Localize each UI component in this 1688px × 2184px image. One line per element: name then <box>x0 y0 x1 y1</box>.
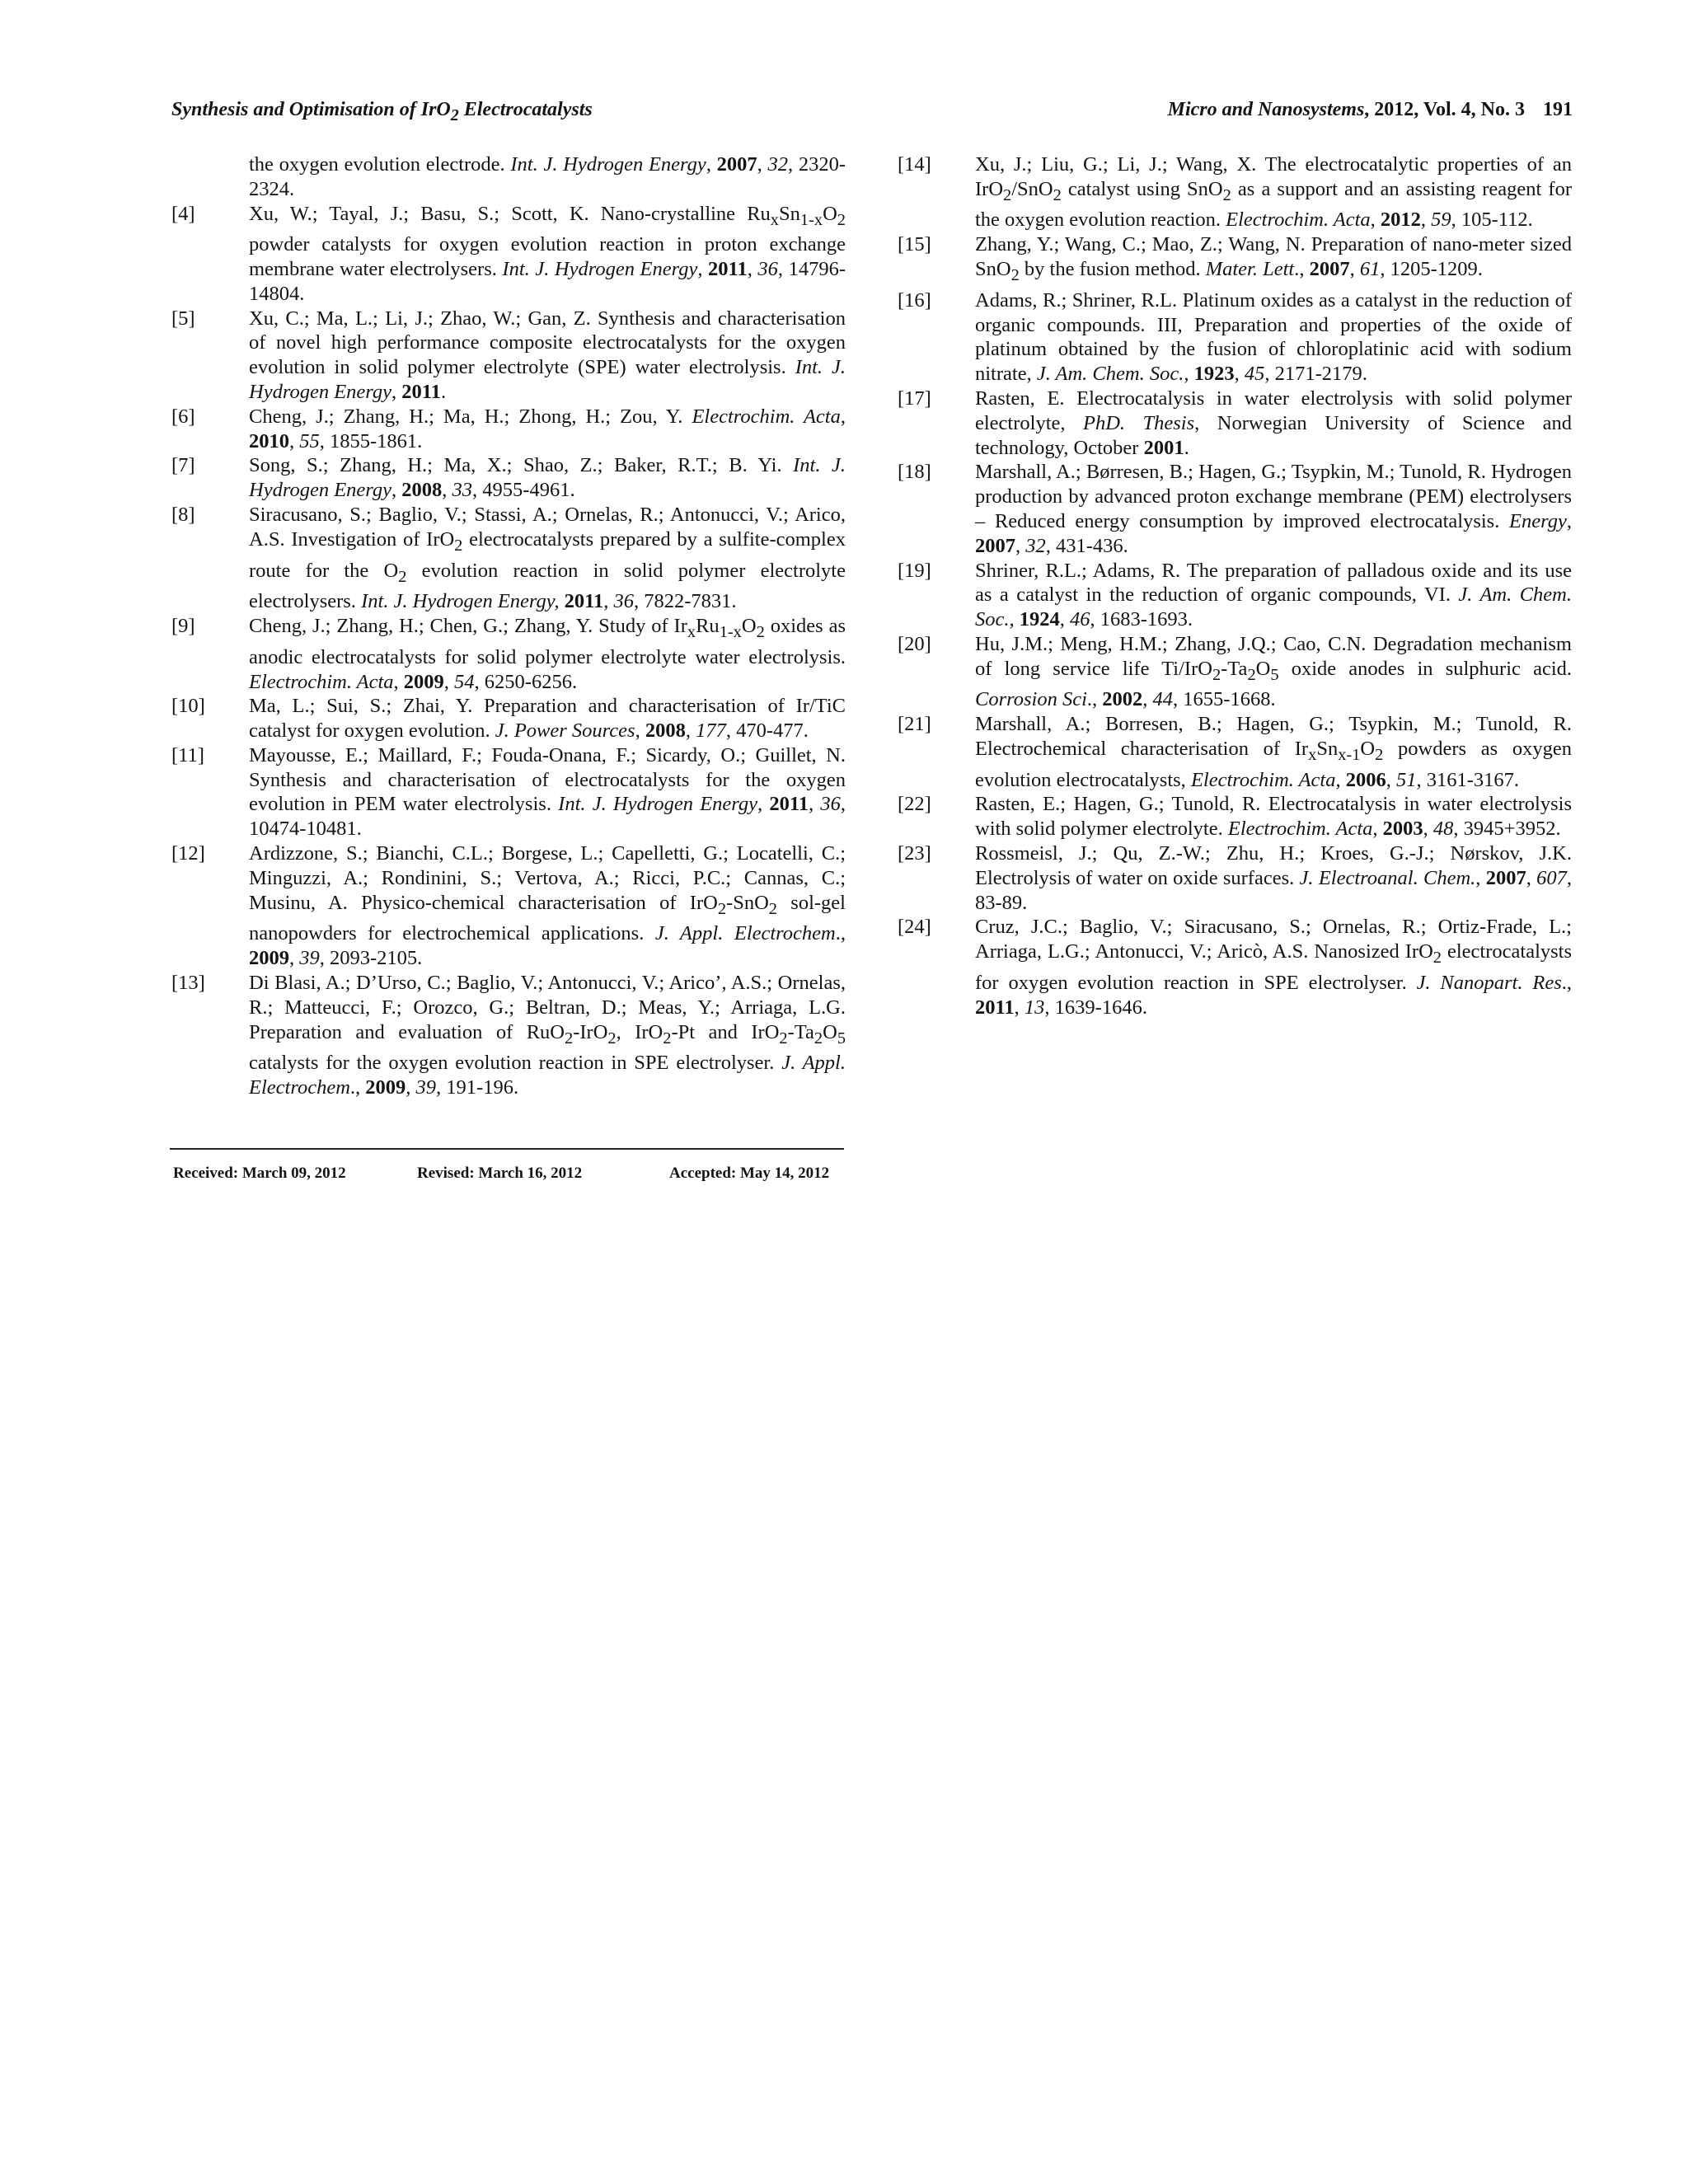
reference-23: [23] Rossmeisl, J.; Qu, Z.-W.; Zhu, H.; Kroes, G.-J.; Nørskov, J.K. Electrolysis of water on oxide surfaces. J. Electroanal. Chem., 2007, 607, 83-89. <box>898 842 1573 914</box>
references-right-column <box>898 152 1572 1020</box>
reference-15: [15] Zhang, Y.; Wang, C.; Mao, Z.; Wang, N. Preparation of nano-meter sized SnO$_2$ by the fusion method. Mater. Lett., 2007, 61, 1205-1209. <box>898 233 1572 284</box>
reference-14: [14] Xu, J.; Liu, G.; Li, J.; Wang, X. The electrocatalytic properties of an IrO$_2$/SnO$_2$ catalyst using SnO$_2$ as a support and an assisting reagent for the oxygen evolution reaction. Electrochim. Acta, 2012, 59, 105-112. <box>898 153 1572 232</box>
reference-24: [24] Cruz, J.C.; Baglio, V.; Siracusano, S.; Ornelas, R.; Ortiz-Frade, L.; Arriaga, L.G.; Antonucci, V.; Aricò, A.S. Nanosized IrO$_2$ electrocatalysts for oxygen evolution reaction in SPE electrolyser. J. Nanopart. Res., 2011, 13, 1639-1646. <box>898 916 1573 1019</box>
reference-20: [20] Hu, J.M.; Meng, H.M.; Zhang, J.Q.; Cao, C.N. Degradation mechanism of long service life $Ti/IrO_2-Ta_2O_5$ oxide anodes in sulphuric acid. Corrosion Sci., 2002, 44, 1655-1668. <box>898 632 1572 711</box>
reference-4: [4] Xu, W.; Tayal, J.; Basu, S.; Scott, K. Nano-crystalline $Ru_xSn_{1-x}O_2$ powder catalysts for oxygen evolution reaction in proton exchange membrane water electrolysers. Int. J. Hydrogen Energy, 2011, 36, 14796-14804. <box>171 202 846 305</box>
reference-12: [12] Ardizzone, S.; Bianchi, C.L.; Borgese, L.; Capelletti, G.; Locatelli, C.; Minguzzi, A.; Rondinini, S.; Vertova, A.; Ricci, P.C.; Cannas, C.; Musinu, A. Physico-chemical characterisation of IrO$_2$-SnO$_2$ sol-gel nanopowders for electrochemical applications. J. Appl. Electrochem., 2009, 39, 2093-2105. <box>171 842 846 970</box>
running-header <box>171 99 1573 132</box>
page-number: 191 <box>1543 99 1573 120</box>
reference-9: [9] Cheng, J.; Zhang, H.; Chen, G.; Zhang, Y. Study of $Ir_xRu_{1-x}O_2$ oxides as anodic electrocatalysts for solid polymer electrolyte water electrolysis. Electrochim. Acta, 2009, 54, 6250-6256. <box>171 615 846 693</box>
revised-date: Revised: March 16, 2012 <box>417 1165 583 1182</box>
reference-19: [19] Shriner, R.L.; Adams, R. The preparation of palladous oxide and its use as a catalyst in the reduction of organic compounds, VI. J. Am. Chem. Soc., 1924, 46, 1683-1693. <box>898 559 1572 631</box>
received-date: Received: March 09, 2012 <box>173 1165 346 1182</box>
reference-21: [21] Marshall, A.; Borresen, B.; Hagen, G.; Tsypkin, M.; Tunold, R. Electrochemical characterisation of $Ir_xSn_{x-1}O_2$ powders as oxygen evolution electrocatalysts, Electrochim. Acta, 2006, 51, 3161-3167. <box>898 713 1572 791</box>
accepted-date: Accepted: May 14, 2012 <box>669 1165 830 1182</box>
reference-11: [11] Mayousse, E.; Maillard, F.; Fouda-Onana, F.; Sicardy, O.; Guillet, N. Synthesis and characterisation of electrocatalysts for the oxygen evolution in PEM water electrolysis. Int. J. Hydrogen Energy, 2011, 36, 10474-10481. <box>171 743 846 841</box>
reference-8: [8] Siracusano, S.; Baglio, V.; Stassi, A.; Ornelas, R.; Antonucci, V.; Arico, A.S. Investigation of IrO$_2$ electrocatalysts prepared by a sulfite-complex route for the $O_2$ evolution reaction in solid polymer electrolyte electrolysers. Int. J. Hydrogen Energy, 2011, 36, 7822-7831. <box>171 504 846 613</box>
reference-10: [10] Ma, L.; Sui, S.; Zhai, Y. Preparation and characterisation of Ir/TiC catalyst for oxygen evolution. J. Power Sources, 2008, 177, 470-477. <box>171 695 846 743</box>
reference-3-continued: the oxygen evolution electrode. Int. J. Hydrogen Energy, 2007, 32, 2320-2324. <box>249 153 846 200</box>
reference-6: [6] Cheng, J.; Zhang, H.; Ma, H.; Zhong, H.; Zou, Y. Electrochim. Acta, 2010, 55, 1855-1861. <box>171 405 846 452</box>
reference-16: [16] Adams, R.; Shriner, R.L. Platinum oxides as a catalyst in the reduction of organic compounds. III, Preparation and properties of the oxide of platinum obtained by the fusion of chloroplatinic acid with sodium nitrate, J. Am. Chem. Soc., 1923, 45, 2171-2179. <box>898 288 1572 386</box>
reference-13: [13] Di Blasi, A.; D’Urso, C.; Baglio, V.; Antonucci, V.; Arico’, A.S.; Ornelas, R.; Matteucci, F.; Orozco, G.; Beltran, D.; Meas, Y.; Arriaga, L.G. Preparation and evaluation of RuO$_2$-IrO$_2$, IrO$_2$-Pt and $IrO_2-Ta_2O_5$ catalysts for the oxygen evolution reaction in SPE electrolyser. J. Appl. Electrochem., 2009, 39, 191-196. <box>171 971 846 1099</box>
reference-18: [18] Marshall, A.; Børresen, B.; Hagen, G.; Tsypkin, M.; Tunold, R. Hydrogen production by advanced proton exchange membrane (PEM) electrolysers – Reduced energy consumption by improved electrocatalysis. Energy, 2007, 32, 431-436. <box>898 461 1572 557</box>
references-left-column <box>171 152 846 1100</box>
reference-5: [5] Xu, C.; Ma, L.; Li, J.; Zhao, W.; Gan, Z. Synthesis and characterisation of novel high performance composite electrocatalysts for the oxygen evolution in solid polymer electrolyte (SPE) water electrolysis. Int. J. Hydrogen Energy, 2011. <box>171 307 846 404</box>
footer-divider <box>170 1148 844 1150</box>
reference-17: [17] Rasten, E. Electrocatalysis in water electrolysis with solid polymer electrolyte, PhD. Thesis, Norwegian University of Science and technology, October 2001. <box>898 387 1572 459</box>
journal-info: Micro and Nanosystems, 2012, Vol. 4, No. 3 191 <box>1167 99 1573 120</box>
reference-7: [7] Song, S.; Zhang, H.; Ma, X.; Shao, Z.; Baker, R.T.; B. Yi. Int. J. Hydrogen Energy, 2008, 33, 4955-4961. <box>171 454 846 502</box>
running-title: Synthesis and Optimisation of IrO$_2$ Electrocatalysts <box>171 99 593 124</box>
reference-22: [22] Rasten, E.; Hagen, G.; Tunold, R. Electrocatalysis in water electrolysis with solid polymer electrolyte. Electrochim. Acta, 2003, 48, 3945+3952. <box>898 793 1572 841</box>
